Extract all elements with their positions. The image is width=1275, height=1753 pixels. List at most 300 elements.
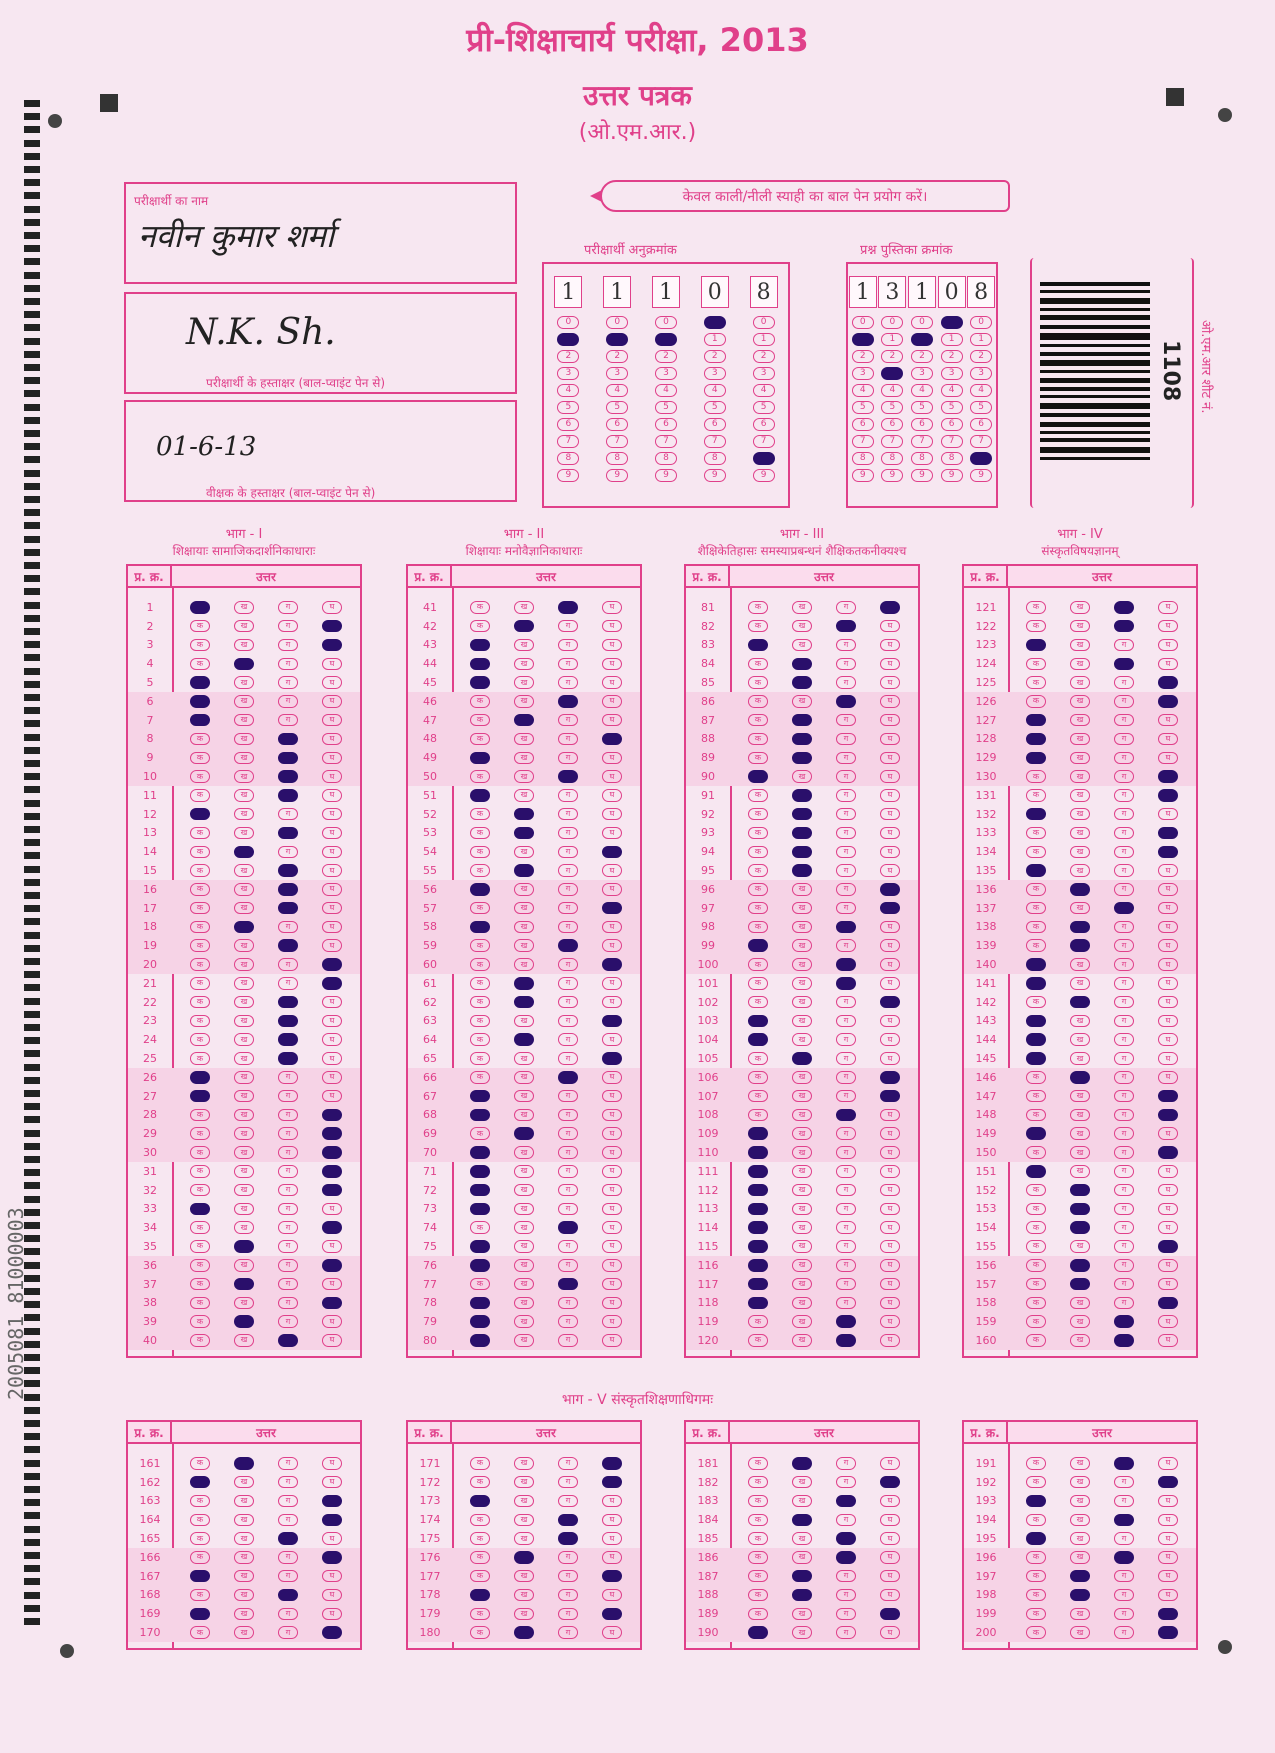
digit-bubble[interactable]: 2 <box>655 350 677 363</box>
option-bubble[interactable] <box>836 1551 856 1564</box>
option-bubble[interactable] <box>470 1589 490 1602</box>
option-bubble[interactable]: ख <box>234 1297 254 1310</box>
option-bubble[interactable]: घ <box>1158 658 1178 671</box>
option-bubble[interactable]: ग <box>278 808 298 821</box>
digit-bubble[interactable]: 8 <box>655 452 677 465</box>
option-bubble[interactable]: घ <box>1158 1495 1178 1508</box>
option-bubble[interactable]: घ <box>1158 752 1178 765</box>
option-bubble[interactable]: घ <box>1158 921 1178 934</box>
digit-bubble[interactable]: 5 <box>970 401 992 414</box>
option-bubble[interactable]: ख <box>792 1315 812 1328</box>
option-bubble[interactable]: क <box>748 921 768 934</box>
option-bubble[interactable] <box>322 1146 342 1159</box>
digit-bubble[interactable] <box>941 316 963 329</box>
option-bubble[interactable]: ख <box>792 921 812 934</box>
option-bubble[interactable] <box>234 1457 254 1470</box>
option-bubble[interactable]: ग <box>1114 1240 1134 1253</box>
option-bubble[interactable] <box>1158 1146 1178 1159</box>
option-bubble[interactable]: घ <box>602 695 622 708</box>
option-bubble[interactable]: ग <box>278 714 298 727</box>
option-bubble[interactable]: ख <box>514 1052 534 1065</box>
option-bubble[interactable] <box>322 1259 342 1272</box>
option-bubble[interactable]: घ <box>880 827 900 840</box>
option-bubble[interactable]: ग <box>1114 958 1134 971</box>
option-bubble[interactable]: घ <box>880 1297 900 1310</box>
option-bubble[interactable]: घ <box>322 601 342 614</box>
option-bubble[interactable]: ग <box>278 639 298 652</box>
digit-bubble[interactable]: 6 <box>557 418 579 431</box>
option-bubble[interactable]: ख <box>792 1476 812 1489</box>
option-bubble[interactable]: ख <box>1070 1626 1090 1639</box>
option-bubble[interactable] <box>558 939 578 952</box>
option-bubble[interactable]: घ <box>880 1203 900 1216</box>
option-bubble[interactable] <box>470 676 490 689</box>
option-bubble[interactable]: ग <box>1114 827 1134 840</box>
option-bubble[interactable] <box>880 883 900 896</box>
option-bubble[interactable] <box>470 658 490 671</box>
option-bubble[interactable]: ग <box>836 789 856 802</box>
option-bubble[interactable]: ग <box>558 1240 578 1253</box>
option-bubble[interactable] <box>1026 714 1046 727</box>
option-bubble[interactable]: घ <box>602 676 622 689</box>
option-bubble[interactable]: घ <box>322 902 342 915</box>
option-bubble[interactable]: ख <box>792 1240 812 1253</box>
option-bubble[interactable]: ख <box>514 1315 534 1328</box>
option-bubble[interactable]: ख <box>514 1334 534 1347</box>
option-bubble[interactable]: ख <box>792 1259 812 1272</box>
option-bubble[interactable]: ख <box>234 808 254 821</box>
option-bubble[interactable]: क <box>190 1297 210 1310</box>
option-bubble[interactable]: ग <box>1114 770 1134 783</box>
option-bubble[interactable] <box>1026 977 1046 990</box>
option-bubble[interactable] <box>602 902 622 915</box>
option-bubble[interactable]: घ <box>322 658 342 671</box>
option-bubble[interactable]: ग <box>278 601 298 614</box>
digit-bubble[interactable]: 9 <box>941 469 963 482</box>
option-bubble[interactable]: घ <box>602 1514 622 1527</box>
option-bubble[interactable] <box>602 958 622 971</box>
option-bubble[interactable]: घ <box>880 770 900 783</box>
option-bubble[interactable]: क <box>190 620 210 633</box>
option-bubble[interactable]: ग <box>278 1127 298 1140</box>
option-bubble[interactable] <box>1158 846 1178 859</box>
option-bubble[interactable] <box>880 1090 900 1103</box>
option-bubble[interactable]: घ <box>1158 620 1178 633</box>
option-bubble[interactable]: क <box>190 1278 210 1291</box>
option-bubble[interactable]: ग <box>1114 1127 1134 1140</box>
option-bubble[interactable] <box>792 789 812 802</box>
option-bubble[interactable]: ख <box>792 1203 812 1216</box>
option-bubble[interactable]: घ <box>1158 1570 1178 1583</box>
option-bubble[interactable]: ख <box>234 1334 254 1347</box>
option-bubble[interactable] <box>1026 1127 1046 1140</box>
option-bubble[interactable] <box>880 1476 900 1489</box>
option-bubble[interactable] <box>1158 827 1178 840</box>
digit-bubble[interactable]: 8 <box>557 452 579 465</box>
option-bubble[interactable]: ख <box>514 958 534 971</box>
option-bubble[interactable]: ख <box>1070 733 1090 746</box>
option-bubble[interactable]: ग <box>836 996 856 1009</box>
option-bubble[interactable]: ख <box>234 714 254 727</box>
option-bubble[interactable]: ख <box>514 789 534 802</box>
digit-bubble[interactable]: 4 <box>557 384 579 397</box>
option-bubble[interactable]: क <box>1026 1551 1046 1564</box>
option-bubble[interactable]: क <box>190 1495 210 1508</box>
option-bubble[interactable]: घ <box>880 1457 900 1470</box>
option-bubble[interactable]: क <box>1026 1090 1046 1103</box>
option-bubble[interactable]: घ <box>1158 1278 1178 1291</box>
option-bubble[interactable] <box>470 1146 490 1159</box>
option-bubble[interactable]: घ <box>1158 639 1178 652</box>
option-bubble[interactable] <box>514 714 534 727</box>
option-bubble[interactable] <box>470 1109 490 1122</box>
option-bubble[interactable]: ग <box>558 1015 578 1028</box>
option-bubble[interactable]: ग <box>558 1146 578 1159</box>
option-bubble[interactable]: ख <box>234 1221 254 1234</box>
option-bubble[interactable] <box>558 695 578 708</box>
option-bubble[interactable] <box>234 921 254 934</box>
option-bubble[interactable]: घ <box>602 1259 622 1272</box>
option-bubble[interactable]: ग <box>558 1334 578 1347</box>
option-bubble[interactable] <box>748 1146 768 1159</box>
option-bubble[interactable] <box>190 1203 210 1216</box>
option-bubble[interactable]: ग <box>558 996 578 1009</box>
option-bubble[interactable]: ग <box>1114 1109 1134 1122</box>
option-bubble[interactable]: क <box>470 902 490 915</box>
option-bubble[interactable]: ख <box>514 883 534 896</box>
option-bubble[interactable] <box>470 1203 490 1216</box>
option-bubble[interactable]: क <box>1026 1570 1046 1583</box>
option-bubble[interactable]: ग <box>836 1570 856 1583</box>
option-bubble[interactable]: घ <box>880 1626 900 1639</box>
digit-bubble[interactable]: 8 <box>704 452 726 465</box>
option-bubble[interactable]: क <box>470 714 490 727</box>
digit-bubble[interactable]: 3 <box>941 367 963 380</box>
option-bubble[interactable] <box>748 1203 768 1216</box>
option-bubble[interactable]: ग <box>1114 808 1134 821</box>
option-bubble[interactable]: ख <box>234 1184 254 1197</box>
option-bubble[interactable]: घ <box>880 939 900 952</box>
option-bubble[interactable]: ख <box>234 752 254 765</box>
option-bubble[interactable]: ग <box>278 695 298 708</box>
option-bubble[interactable]: ख <box>514 1457 534 1470</box>
option-bubble[interactable]: घ <box>1158 601 1178 614</box>
option-bubble[interactable]: ख <box>1070 789 1090 802</box>
digit-bubble[interactable]: 9 <box>606 469 628 482</box>
option-bubble[interactable]: क <box>470 958 490 971</box>
digit-bubble[interactable]: 5 <box>852 401 874 414</box>
digit-bubble[interactable]: 4 <box>753 384 775 397</box>
option-bubble[interactable]: घ <box>880 1334 900 1347</box>
option-bubble[interactable] <box>836 1532 856 1545</box>
option-bubble[interactable]: ग <box>278 1570 298 1583</box>
option-bubble[interactable]: ग <box>836 864 856 877</box>
digit-bubble[interactable]: 7 <box>704 435 726 448</box>
option-bubble[interactable] <box>880 601 900 614</box>
option-bubble[interactable]: क <box>470 1071 490 1084</box>
digit-bubble[interactable] <box>655 333 677 346</box>
digit-bubble[interactable]: 0 <box>911 316 933 329</box>
option-bubble[interactable] <box>322 1127 342 1140</box>
option-bubble[interactable]: ख <box>234 620 254 633</box>
option-bubble[interactable] <box>322 620 342 633</box>
option-bubble[interactable] <box>514 1127 534 1140</box>
option-bubble[interactable]: घ <box>322 695 342 708</box>
option-bubble[interactable]: घ <box>602 1033 622 1046</box>
option-bubble[interactable]: क <box>190 996 210 1009</box>
option-bubble[interactable]: घ <box>1158 1514 1178 1527</box>
option-bubble[interactable]: ग <box>1114 921 1134 934</box>
option-bubble[interactable]: ग <box>1114 977 1134 990</box>
option-bubble[interactable] <box>278 770 298 783</box>
option-bubble[interactable]: घ <box>602 752 622 765</box>
option-bubble[interactable]: घ <box>880 846 900 859</box>
option-bubble[interactable]: ग <box>836 1015 856 1028</box>
option-bubble[interactable] <box>470 1090 490 1103</box>
option-bubble[interactable]: ख <box>792 1071 812 1084</box>
digit-bubble[interactable]: 9 <box>911 469 933 482</box>
option-bubble[interactable]: ग <box>278 1457 298 1470</box>
option-bubble[interactable] <box>558 1514 578 1527</box>
digit-bubble[interactable]: 1 <box>881 333 903 346</box>
option-bubble[interactable]: क <box>748 1514 768 1527</box>
option-bubble[interactable]: ग <box>836 676 856 689</box>
option-bubble[interactable] <box>234 1278 254 1291</box>
option-bubble[interactable]: ग <box>278 1259 298 1272</box>
option-bubble[interactable]: क <box>190 1015 210 1028</box>
option-bubble[interactable]: क <box>748 1570 768 1583</box>
option-bubble[interactable]: ग <box>1114 695 1134 708</box>
digit-bubble[interactable]: 9 <box>655 469 677 482</box>
option-bubble[interactable]: ग <box>558 921 578 934</box>
option-bubble[interactable]: क <box>190 733 210 746</box>
option-bubble[interactable]: क <box>190 639 210 652</box>
option-bubble[interactable]: क <box>470 1278 490 1291</box>
option-bubble[interactable]: ग <box>558 1127 578 1140</box>
option-bubble[interactable]: ख <box>792 1551 812 1564</box>
option-bubble[interactable]: ग <box>278 1608 298 1621</box>
option-bubble[interactable] <box>1070 883 1090 896</box>
option-bubble[interactable] <box>836 695 856 708</box>
option-bubble[interactable]: ख <box>1070 1476 1090 1489</box>
option-bubble[interactable] <box>470 1495 490 1508</box>
option-bubble[interactable]: ख <box>792 1221 812 1234</box>
option-bubble[interactable]: ख <box>1070 639 1090 652</box>
option-bubble[interactable]: ख <box>234 733 254 746</box>
option-bubble[interactable] <box>1026 1015 1046 1028</box>
option-bubble[interactable]: घ <box>880 1165 900 1178</box>
option-bubble[interactable]: घ <box>880 1315 900 1328</box>
option-bubble[interactable]: ग <box>1114 1203 1134 1216</box>
option-bubble[interactable]: ख <box>514 1532 534 1545</box>
digit-bubble[interactable]: 7 <box>881 435 903 448</box>
digit-bubble[interactable]: 2 <box>753 350 775 363</box>
digit-bubble[interactable]: 6 <box>606 418 628 431</box>
option-bubble[interactable]: घ <box>880 620 900 633</box>
option-bubble[interactable] <box>836 1315 856 1328</box>
digit-bubble[interactable]: 2 <box>881 350 903 363</box>
option-bubble[interactable]: क <box>470 770 490 783</box>
digit-bubble[interactable]: 6 <box>753 418 775 431</box>
option-bubble[interactable]: घ <box>322 770 342 783</box>
option-bubble[interactable]: ख <box>1070 714 1090 727</box>
option-bubble[interactable]: ख <box>792 639 812 652</box>
option-bubble[interactable] <box>602 1476 622 1489</box>
option-bubble[interactable]: ग <box>836 846 856 859</box>
option-bubble[interactable] <box>748 1127 768 1140</box>
option-bubble[interactable]: ग <box>278 977 298 990</box>
digit-bubble[interactable]: 2 <box>941 350 963 363</box>
option-bubble[interactable]: घ <box>1158 1052 1178 1065</box>
digit-bubble[interactable]: 8 <box>881 452 903 465</box>
option-bubble[interactable] <box>470 639 490 652</box>
digit-bubble[interactable]: 8 <box>606 452 628 465</box>
option-bubble[interactable]: ख <box>234 676 254 689</box>
option-bubble[interactable]: क <box>190 864 210 877</box>
digit-bubble[interactable]: 8 <box>941 452 963 465</box>
option-bubble[interactable] <box>278 789 298 802</box>
option-bubble[interactable]: घ <box>602 639 622 652</box>
option-bubble[interactable]: ख <box>1070 1165 1090 1178</box>
option-bubble[interactable]: ग <box>558 733 578 746</box>
option-bubble[interactable]: क <box>1026 883 1046 896</box>
option-bubble[interactable]: ख <box>792 1184 812 1197</box>
option-bubble[interactable]: ख <box>234 695 254 708</box>
option-bubble[interactable] <box>1114 658 1134 671</box>
option-bubble[interactable]: ख <box>792 1626 812 1639</box>
digit-bubble[interactable]: 9 <box>970 469 992 482</box>
option-bubble[interactable] <box>1026 958 1046 971</box>
option-bubble[interactable]: ख <box>792 977 812 990</box>
digit-bubble[interactable]: 6 <box>704 418 726 431</box>
option-bubble[interactable]: ग <box>1114 1570 1134 1583</box>
option-bubble[interactable]: ग <box>836 1071 856 1084</box>
option-bubble[interactable]: ग <box>278 1165 298 1178</box>
option-bubble[interactable] <box>748 1015 768 1028</box>
option-bubble[interactable]: क <box>190 902 210 915</box>
option-bubble[interactable] <box>278 1033 298 1046</box>
option-bubble[interactable]: ग <box>836 1052 856 1065</box>
option-bubble[interactable]: ग <box>558 1259 578 1272</box>
option-bubble[interactable]: ग <box>836 808 856 821</box>
option-bubble[interactable]: घ <box>880 1278 900 1291</box>
option-bubble[interactable]: क <box>190 1626 210 1639</box>
option-bubble[interactable]: ग <box>558 1090 578 1103</box>
option-bubble[interactable]: ख <box>514 1146 534 1159</box>
digit-bubble[interactable]: 9 <box>557 469 579 482</box>
option-bubble[interactable]: घ <box>880 864 900 877</box>
option-bubble[interactable]: ग <box>1114 1184 1134 1197</box>
option-bubble[interactable] <box>748 1259 768 1272</box>
option-bubble[interactable]: ख <box>792 1495 812 1508</box>
option-bubble[interactable]: ख <box>792 958 812 971</box>
option-bubble[interactable]: घ <box>880 921 900 934</box>
option-bubble[interactable]: क <box>748 1090 768 1103</box>
option-bubble[interactable]: घ <box>322 996 342 1009</box>
option-bubble[interactable]: क <box>1026 1476 1046 1489</box>
option-bubble[interactable]: घ <box>602 1315 622 1328</box>
digit-bubble[interactable]: 4 <box>970 384 992 397</box>
option-bubble[interactable] <box>278 1052 298 1065</box>
option-bubble[interactable] <box>1070 921 1090 934</box>
option-bubble[interactable]: घ <box>322 1457 342 1470</box>
option-bubble[interactable]: क <box>1026 676 1046 689</box>
option-bubble[interactable]: घ <box>602 864 622 877</box>
option-bubble[interactable]: क <box>190 1184 210 1197</box>
option-bubble[interactable]: क <box>190 883 210 896</box>
digit-bubble[interactable]: 3 <box>911 367 933 380</box>
option-bubble[interactable]: ग <box>1114 1259 1134 1272</box>
option-bubble[interactable]: ख <box>792 1165 812 1178</box>
option-bubble[interactable] <box>278 1334 298 1347</box>
option-bubble[interactable]: ख <box>514 1514 534 1527</box>
option-bubble[interactable]: ख <box>234 1109 254 1122</box>
option-bubble[interactable]: क <box>190 658 210 671</box>
option-bubble[interactable] <box>278 864 298 877</box>
option-bubble[interactable] <box>190 808 210 821</box>
option-bubble[interactable]: ख <box>792 939 812 952</box>
option-bubble[interactable]: ख <box>514 1495 534 1508</box>
option-bubble[interactable]: घ <box>602 1532 622 1545</box>
option-bubble[interactable]: ख <box>1070 676 1090 689</box>
option-bubble[interactable] <box>190 1090 210 1103</box>
option-bubble[interactable]: क <box>748 789 768 802</box>
option-bubble[interactable]: क <box>1026 1203 1046 1216</box>
option-bubble[interactable] <box>1114 620 1134 633</box>
option-bubble[interactable]: घ <box>880 958 900 971</box>
option-bubble[interactable]: घ <box>880 1221 900 1234</box>
option-bubble[interactable]: क <box>1026 939 1046 952</box>
option-bubble[interactable] <box>1026 1532 1046 1545</box>
option-bubble[interactable]: क <box>190 1146 210 1159</box>
option-bubble[interactable] <box>1070 996 1090 1009</box>
option-bubble[interactable] <box>1026 1165 1046 1178</box>
option-bubble[interactable]: क <box>1026 789 1046 802</box>
option-bubble[interactable]: क <box>1026 996 1046 1009</box>
option-bubble[interactable]: घ <box>880 1551 900 1564</box>
option-bubble[interactable]: ग <box>836 770 856 783</box>
option-bubble[interactable]: ख <box>234 1551 254 1564</box>
option-bubble[interactable]: ख <box>1070 827 1090 840</box>
option-bubble[interactable] <box>470 921 490 934</box>
option-bubble[interactable]: घ <box>1158 883 1178 896</box>
option-bubble[interactable] <box>514 1626 534 1639</box>
option-bubble[interactable]: क <box>470 846 490 859</box>
option-bubble[interactable]: क <box>1026 1514 1046 1527</box>
option-bubble[interactable]: ग <box>1114 1589 1134 1602</box>
option-bubble[interactable]: क <box>1026 1626 1046 1639</box>
option-bubble[interactable]: क <box>470 733 490 746</box>
option-bubble[interactable]: ग <box>278 658 298 671</box>
digit-bubble[interactable]: 8 <box>852 452 874 465</box>
option-bubble[interactable] <box>836 977 856 990</box>
digit-bubble[interactable]: 0 <box>881 316 903 329</box>
option-bubble[interactable]: ग <box>278 846 298 859</box>
option-bubble[interactable]: ग <box>1114 752 1134 765</box>
option-bubble[interactable] <box>470 1240 490 1253</box>
option-bubble[interactable]: ग <box>836 1589 856 1602</box>
option-bubble[interactable]: ख <box>514 1589 534 1602</box>
option-bubble[interactable]: ख <box>514 1090 534 1103</box>
option-bubble[interactable]: क <box>748 977 768 990</box>
option-bubble[interactable]: क <box>470 1476 490 1489</box>
option-bubble[interactable]: घ <box>880 808 900 821</box>
option-bubble[interactable] <box>836 1334 856 1347</box>
option-bubble[interactable]: क <box>748 902 768 915</box>
option-bubble[interactable]: क <box>470 1514 490 1527</box>
option-bubble[interactable] <box>748 939 768 952</box>
digit-bubble[interactable]: 5 <box>557 401 579 414</box>
